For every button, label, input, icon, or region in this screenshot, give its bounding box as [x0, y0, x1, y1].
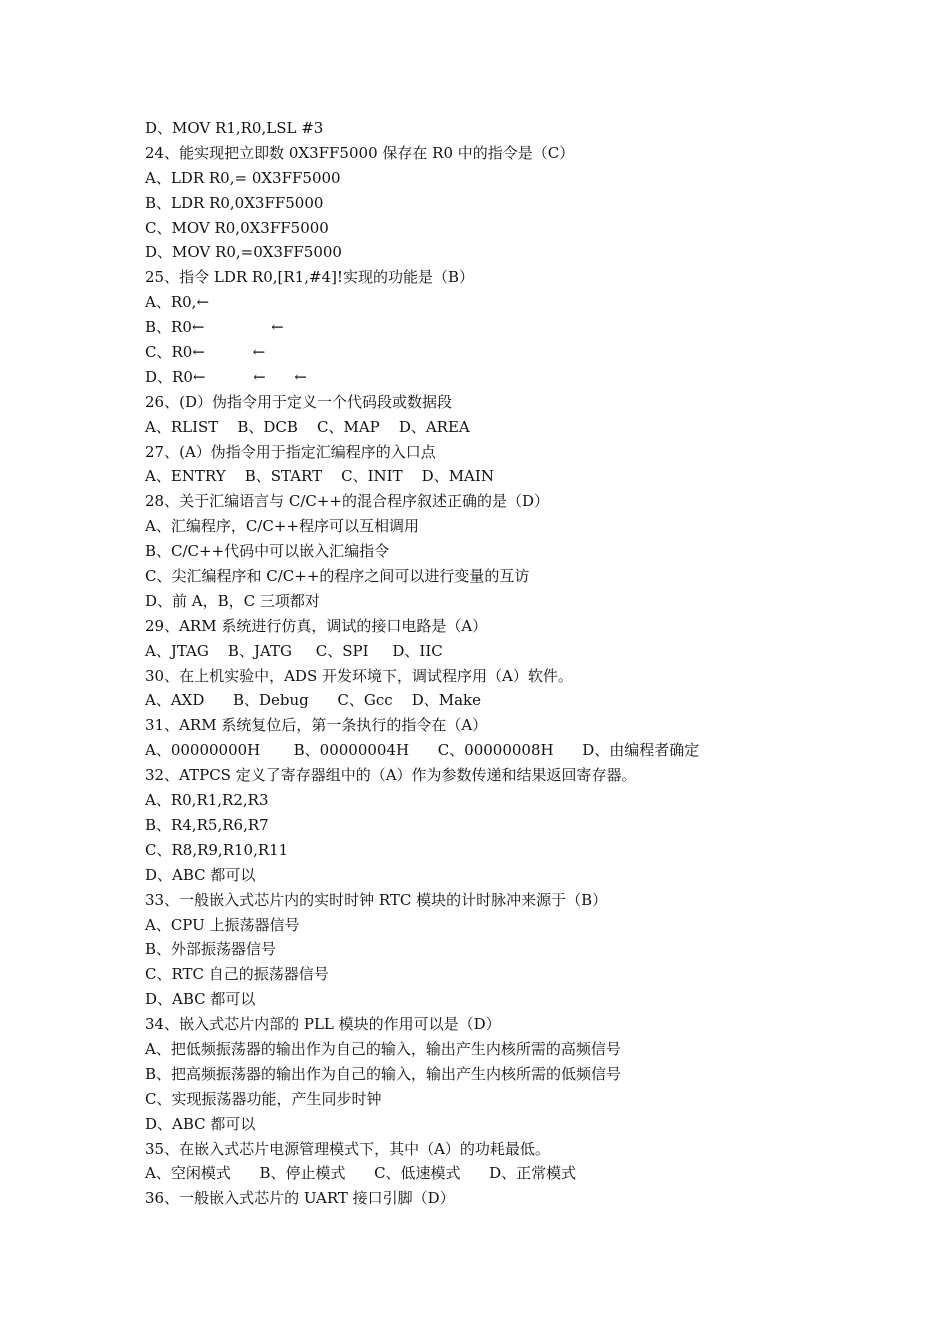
question-line: 32、ATPCS 定义了寄存器组中的（A）作为参数传递和结果返回寄存器。 — [145, 766, 637, 785]
option-line: C、R8,R9,R10,R11 — [145, 840, 289, 859]
question-line: 25、指令 LDR R0,[R1,#4]!实现的功能是（B） — [145, 268, 474, 287]
option-line: C、实现振荡器功能，产生同步时钟 — [145, 1089, 382, 1108]
option-line: A、ENTRY B、START C、INIT D、MAIN — [145, 467, 494, 486]
option-line: D、ABC 都可以 — [145, 865, 256, 884]
option-line: A、汇编程序，C/C++程序可以互相调用 — [145, 517, 419, 536]
question-line: 35、在嵌入式芯片电源管理模式下，其中（A）的功耗最低。 — [145, 1139, 550, 1158]
option-line: D、R0← ← ← — [145, 367, 307, 386]
option-line: D、ABC 都可以 — [145, 990, 256, 1009]
option-line: A、空闲模式 B、停止模式 C、低速模式 D、正常模式 — [145, 1164, 577, 1183]
option-line: D、ABC 都可以 — [145, 1114, 256, 1133]
question-line: 30、在上机实验中，ADS 开发环境下，调试程序用（A）软件。 — [145, 666, 573, 685]
question-line: 27、(A）伪指令用于指定汇编程序的入口点 — [145, 442, 436, 461]
option-line: A、JTAG B、JATG C、SPI D、IIC — [145, 641, 443, 660]
option-line: A、AXD B、Debug C、Gcc D、Make — [145, 691, 482, 710]
question-line: 24、能实现把立即数 0X3FF5000 保存在 R0 中的指令是（C） — [145, 143, 575, 162]
option-line: B、把高频振荡器的输出作为自己的输入，输出产生内核所需的低频信号 — [145, 1064, 622, 1083]
question-line: 36、一般嵌入式芯片的 UART 接口引脚（D） — [145, 1189, 455, 1208]
option-line: C、R0← ← — [145, 343, 266, 362]
option-line: A、R0,R1,R2,R3 — [145, 791, 269, 810]
option-line: D、MOV R0,=0X3FF5000 — [145, 243, 342, 262]
question-line: 29、ARM 系统进行仿真，调试的接口电路是（A） — [145, 616, 488, 635]
option-line: B、R4,R5,R6,R7 — [145, 815, 269, 834]
option-line: C、MOV R0,0X3FF5000 — [145, 218, 329, 237]
option-line: D、前 A，B，C 三项都对 — [145, 591, 320, 610]
question-line: 31、ARM 系统复位后，第一条执行的指令在（A） — [145, 716, 488, 735]
option-line: A、把低频振荡器的输出作为自己的输入，输出产生内核所需的高频信号 — [145, 1039, 621, 1058]
question-line: 28、关于汇编语言与 C/C++的混合程序叙述正确的是（D） — [145, 492, 550, 511]
option-line: A、LDR R0,= 0X3FF5000 — [145, 168, 341, 187]
question-line: 34、嵌入式芯片内部的 PLL 模块的作用可以是（D） — [145, 1015, 501, 1034]
option-line: A、00000000H B、00000004H C、00000008H D、由编程者确定 — [145, 741, 700, 760]
option-line: C、尖汇编程序和 C/C++的程序之间可以进行变量的互访 — [145, 567, 530, 586]
option-line: A、RLIST B、DCB C、MAP D、AREA — [145, 417, 470, 436]
question-line: 33、一般嵌入式芯片内的实时时钟 RTC 模块的计时脉冲来源于（B） — [145, 890, 608, 909]
option-line: A、CPU 上振荡器信号 — [145, 915, 300, 934]
document-body — [145, 116, 845, 1211]
option-line: C、RTC 自己的振荡器信号 — [145, 965, 329, 984]
option-line: B、外部振荡器信号 — [145, 940, 277, 959]
option-line: B、C/C++代码中可以嵌入汇编指令 — [145, 542, 390, 561]
text-line: D、MOV R1,R0,LSL #3 — [145, 119, 324, 137]
option-line: B、R0← ← — [145, 318, 284, 337]
option-line: A、R0,← — [145, 293, 210, 312]
question-line: 26、(D）伪指令用于定义一个代码段或数据段 — [145, 392, 452, 411]
option-line: B、LDR R0,0X3FF5000 — [145, 193, 324, 212]
